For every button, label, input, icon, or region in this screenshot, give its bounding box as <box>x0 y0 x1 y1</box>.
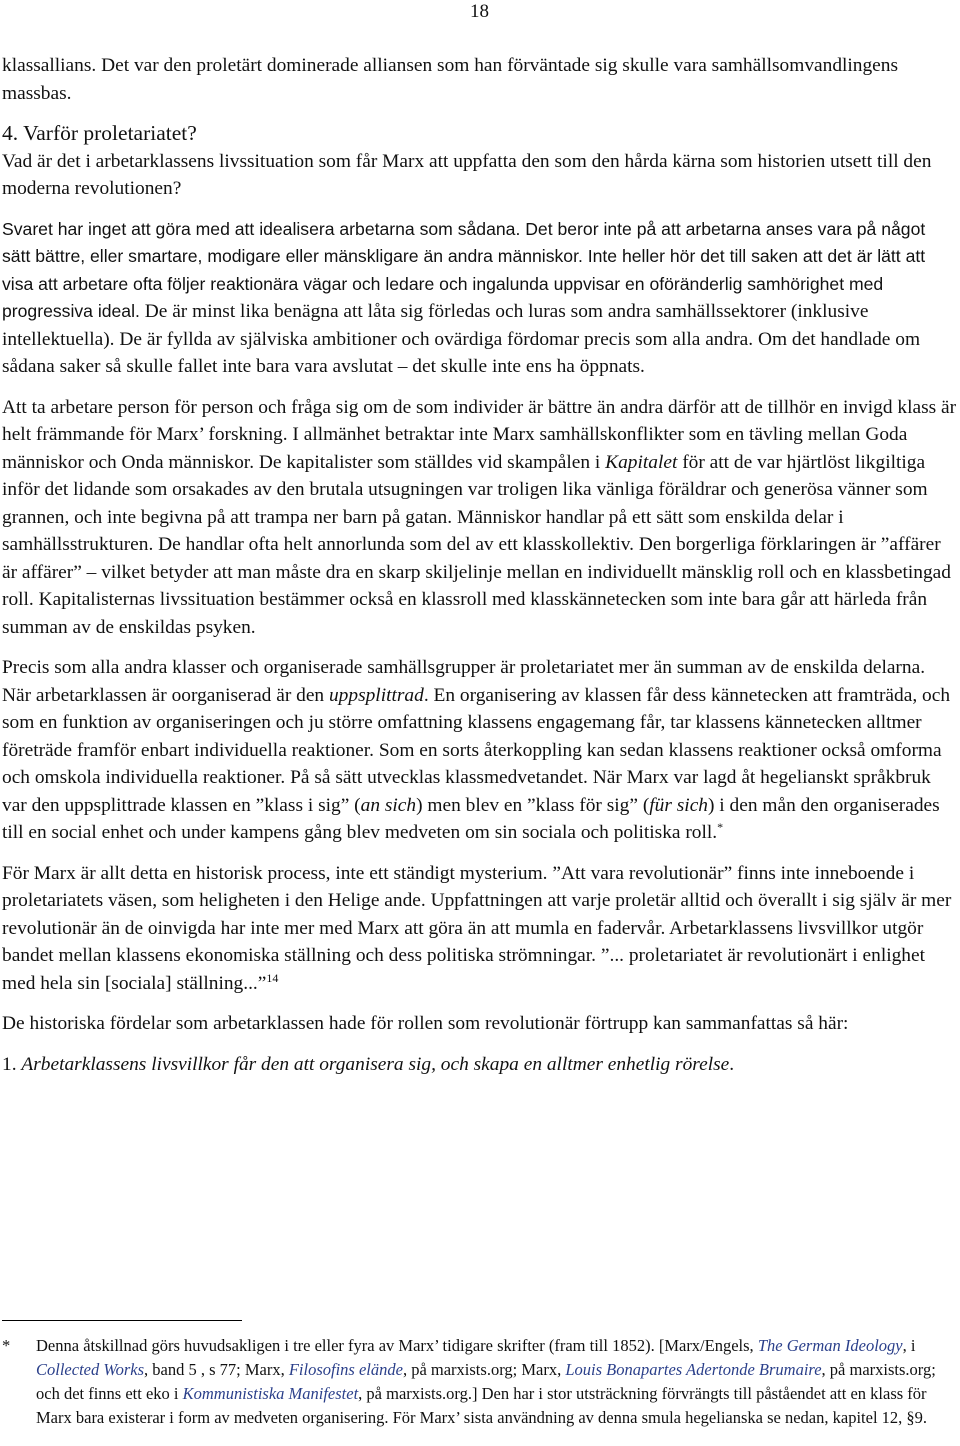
footnote-text-d: , på marxists.org; Marx, <box>402 1360 566 1379</box>
kapitalet-citation: Kapitalet <box>605 451 678 473</box>
page-body <box>2 52 957 1091</box>
numbered-item-end: . <box>729 1053 735 1075</box>
organisation-text-b: . En organisering av klassen får dess kännetecken att framträda, och som en funktion av organiseringen och ju större omfattning klassens engagemang får, tar klassens kännetecken alltmer företräde framför enbart individuella reaktioner. Som en sorts återkoppling kan sedan klassens reaktioner också omforma och omskola individuella reaktioner. På så sätt utvecklas klassmedvetandet. När Marx var lagd åt hegelianskt språkbruk var den uppsplittrade klassen en ”klass i sig” ( <box>2 684 951 816</box>
organisation-text-d: ) i den mån den organiserades till en social enhet och under kampens gång blev medveten om sin sociala och politiska roll. <box>2 794 940 843</box>
page-number: 18 <box>470 1 489 22</box>
uppsplittrad-term: uppsplittrad <box>328 684 424 706</box>
footnote-text-c: , band 5 , s 77; Marx, <box>144 1360 289 1379</box>
individuals-text-b: för att de var hjärtlöst likgiltiga inför det lidande som orsakades av den brutala utsugningen var troligen lika vänliga föräldrar och generösa vänner som grannen, och inte begivna på att trampa ner barn på gatan. Människor handlar på ett sätt som enskilda delar i samhällsstrukturen. De handlar ofta helt annorlunda som del av ett klasskollektiv. Den borgerliga förklaringen är ”affärer är affärer” – vilket betyder att man måste dra en skarp skiljelinje mellan en individuellt mänsklig roll och en klassbetingad roll. Kapitalisternas livssituation bestämmer också en klassroll med klasskännetecken som inte bara går att härleda från summan av de enskildas psyken. <box>2 451 951 638</box>
footnote-mark: * <box>2 1336 11 1355</box>
historical-process-text: För Marx är allt detta en historisk process, inte ett ständigt mysterium. ”Att vara revolutionär” finns inte inneboende i proletariatets väsen, som heligheten i den Helige ande. Uppfattningen att varje proletär alltid och överallt i sig själv är mer revolutionär än de oinvigda har inte mer med Marx att göra än att mumla en fadervår. Arbetarklassens livsvillkor utgör bandet mellan klassens ekonomiska ställning och dess politiska strömningar. ”... proletariatet är revolutionärt i enlighet med hela sin [sociala] ställning...” <box>2 862 952 994</box>
organisation-text-c: ) men blev en ”klass för sig” ( <box>416 794 650 816</box>
footnote-text-e: , på marxists.org; och det finns ett eko i <box>36 1360 936 1403</box>
footnote <box>2 1334 952 1430</box>
german-ideology-link[interactable]: The German Ideology <box>757 1336 903 1355</box>
question-paragraph: Vad är det i arbetarklassens livssituation som får Marx att uppfatta den som den hårda kärna som historien utsett till den moderna revolutionen? <box>2 150 932 199</box>
numbered-item <box>2 1051 957 1079</box>
manifestet-link[interactable]: Kommunistiska Manifestet <box>182 1384 359 1403</box>
organisation-text-a: Precis som alla andra klasser och organiserade samhällsgrupper är proletariatet mer än summan av de enskilda delarna. När arbetarklassen är oorganiserad är den <box>2 657 926 706</box>
section-heading: 4. Varför proletariatet? <box>2 121 197 145</box>
organisation-paragraph <box>2 654 957 847</box>
collected-works-link[interactable]: Collected Works <box>36 1360 144 1379</box>
intro-paragraph: klassallians. Det var den proletärt dominerade alliansen som han förväntade sig skulle vara samhällsomvandlingens massbas. <box>2 55 899 104</box>
footnote-text-b: , i <box>902 1336 916 1355</box>
answer-sans-text: Svaret har inget att göra med att idealisera arbetarna som sådana. Det beror inte på att arbetarna anses vara på något sätt bättre, eller smartare, modigare eller mänskligare än andra människor. Inte heller hör det till saken att det är lätt att visa att arbetare ofta följer reaktionära vägar och ledare och ingalunda uppvisar en oföränderlig samhörighet med progressiva ideal. <box>2 218 926 321</box>
historical-process-paragraph <box>2 860 957 998</box>
numbered-item-number: 1. <box>2 1053 22 1075</box>
summary-paragraph: De historiska fördelar som arbetarklassen hade för rollen som revolutionär förtrupp kan sammanfattas så här: <box>2 1013 849 1034</box>
filosofins-elande-link[interactable]: Filosofins elände <box>288 1360 403 1379</box>
individuals-paragraph <box>2 394 957 642</box>
footnote-divider <box>2 1320 242 1321</box>
footnote-text-f: , på marxists.org.] Den har i stor utsträckning förvrängts till påståendet att en klass för Marx bara existerar i form av medveten organisering. För Marx’ sista användning av denna smula hegelianska se nedan, kapitel 12, §9. <box>36 1384 928 1427</box>
fur-sich-term: für sich <box>649 794 708 816</box>
endnote-marker[interactable]: 14 <box>266 970 279 985</box>
footnote-text <box>36 1334 952 1430</box>
footnote-text-a: Denna åtskillnad görs huvudsakligen i tre eller fyra av Marx’ tidigare skrifter (fram till 1852). [Marx/Engels, <box>36 1336 758 1355</box>
individuals-text-a: Att ta arbetare person för person och fråga sig om de som individer är bättre än andra därför att de tillhör en invigd klass är helt främmande för Marx’ forskning. I allmänhet betraktar inte Marx samhällskonflikter som en tävling mellan Goda människor och Onda människor. De kapitalister som ställdes vid skampålen i <box>2 396 957 473</box>
answer-serif-text: De är minst lika benägna att låta sig förledas och luras som andra samhällssektorer (inklusive intellektuella). De är fyllda av själviska ambitioner och ovärdiga fördomar precis som alla andra. Om det handlade om sådana saker så skulle fallet inte bara vara avslutat – det skulle inte ens ha öppnats. <box>2 301 921 377</box>
brumaire-link[interactable]: Louis Bonapartes Adertonde Brumaire <box>565 1360 822 1379</box>
an-sich-term: an sich <box>360 794 417 816</box>
footnote-marker[interactable]: * <box>717 820 724 834</box>
numbered-item-text: Arbetarklassens livsvillkor får den att organisera sig, och skapa en alltmer enhetlig rörelse <box>21 1053 730 1075</box>
answer-paragraph <box>2 216 957 381</box>
